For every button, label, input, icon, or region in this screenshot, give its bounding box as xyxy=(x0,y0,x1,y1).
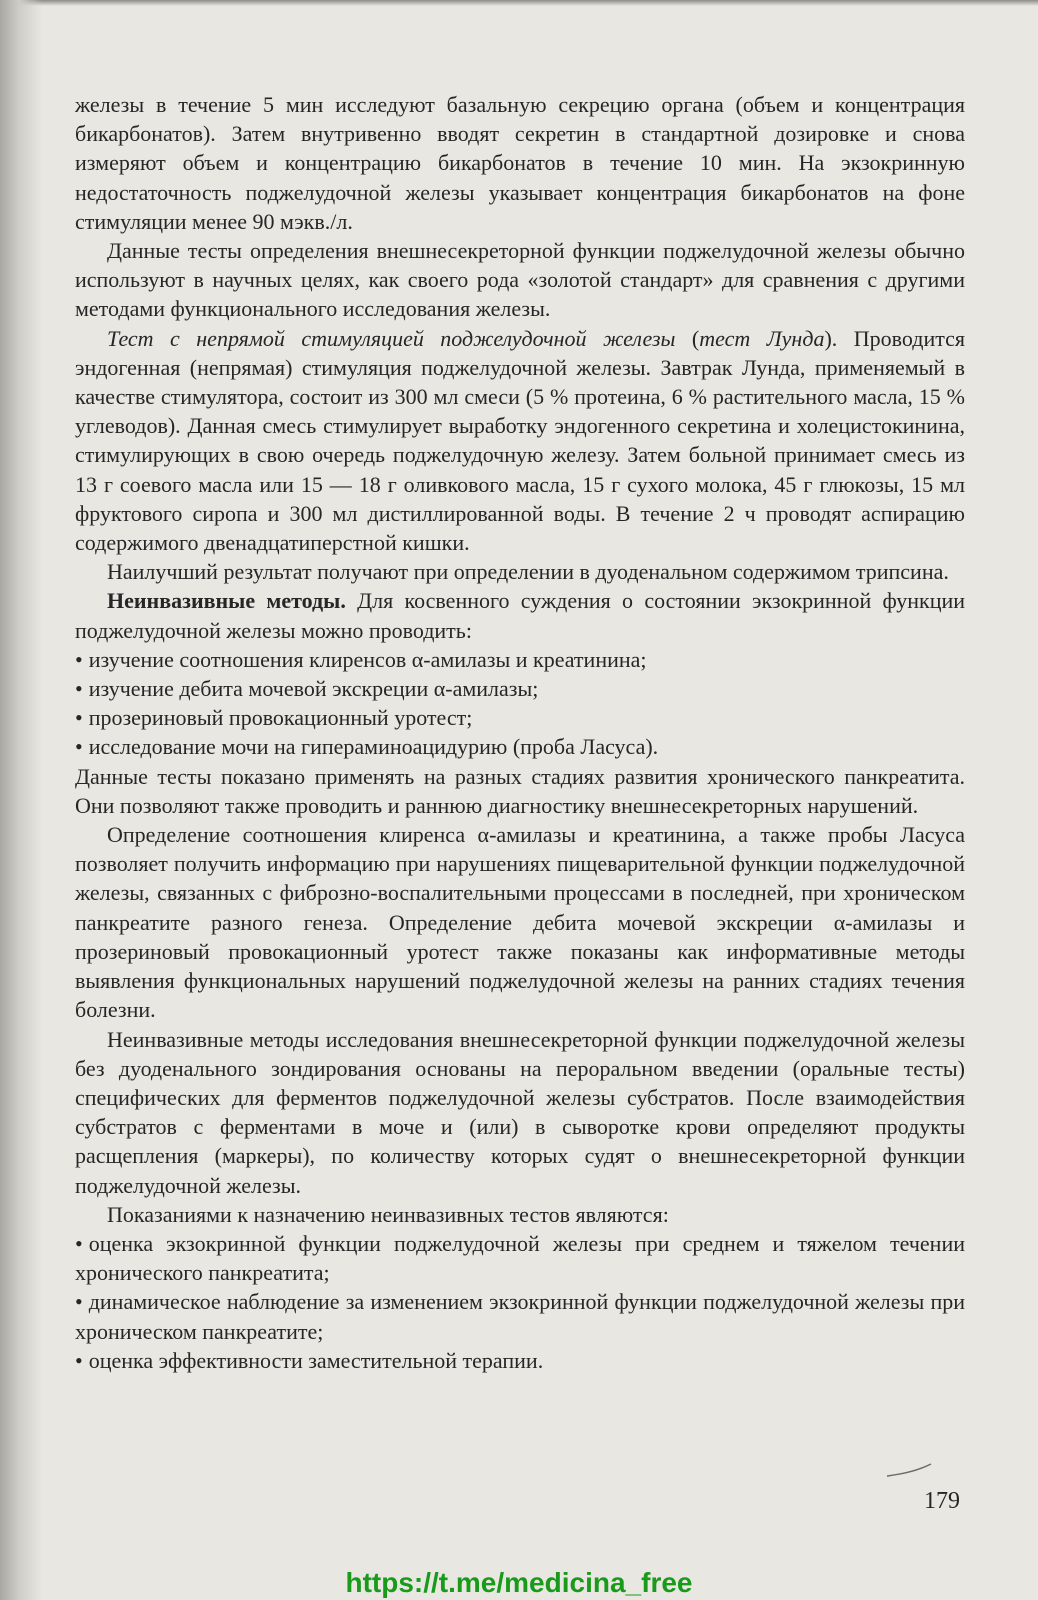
lund-test-body: Проводится эндогенная (непрямая) стимуляция поджелудочной железы. Завтрак Лунда, применяемый в качестве стимулятора, состоит из 300 мл смеси (5 % протеина, 6 % растительного масла, 15 % углеводов). Данная смесь стимулирует выработку эндогенного секретина и холецистокинина, стимулирующих в свою очередь поджелудочную железу. Затем больной принимает смесь из 13 г соевого масла или 15 — 18 г оливкового масла, 15 г сухого молока, 45 г глюкозы, 15 мл фруктового сиропа и 300 мл дистиллированной воды. В течение 2 ч проводят аспирацию содержимого двенадцатиперстной кишки. xyxy=(75,325,965,556)
bullet-icon: • xyxy=(75,705,83,731)
page-top-edge xyxy=(0,0,1038,6)
paragraph-gold-standard: Данные тесты определения внешнесекреторной функции поджелудочной железы обычно используют в научных целях, как своего рода «золотой стандарт» для сравнения с другими методами функционального исследования железы. xyxy=(75,238,965,322)
paragraph-trypsin: Наилучший результат получают при определении в дуоденальном содержимом трипсина. xyxy=(107,559,949,585)
paragraph-secretin-test: железы в течение 5 мин исследуют базальную секрецию органа (объем и концентрация бикарбонатов). Затем внутривенно вводят секретин в стандартной дозировке и снова измеряют объем и концентрацию бикарбонатов в течение 10 мин. На экзокринную недостаточность поджелудочной железы указывает концентрация бикарбонатов на фоне стимуляции менее 90 мэкв./л. xyxy=(75,92,965,234)
list-item-text: изучение дебита мочевой экскреции α-амилазы; xyxy=(88,676,539,702)
bullet-icon: • xyxy=(75,1289,83,1315)
list-item xyxy=(75,1346,965,1375)
page-number: 179 xyxy=(924,1488,960,1514)
lund-test-name: тест Лунда xyxy=(699,325,825,351)
noninvasive-methods-body: Для косвенного суждения о состоянии экзокринной функции поджелудочной железы можно проводить: xyxy=(75,588,966,643)
noninvasive-methods-heading: Неинвазивные методы. xyxy=(107,588,346,614)
paragraph-indications: Показаниями к назначению неинвазивных тестов являются: xyxy=(107,1201,669,1227)
list-item-text: динамическое наблюдение за изменением экзокринной функции поджелудочной железы при хроническом панкреатите; xyxy=(75,1289,965,1344)
list-item xyxy=(75,645,965,674)
list-item xyxy=(75,703,965,732)
bullet-icon: • xyxy=(75,1347,83,1373)
paragraph-chronic-pancreatitis: Данные тесты показано применять на разных стадиях развития хронического панкреатита. Они позволяют также проводить и раннюю диагностику внешнесекреторных нарушений. xyxy=(75,763,965,818)
lund-test-paren-close: ). xyxy=(824,325,854,351)
paragraph-oral-tests: Неинвазивные методы исследования внешнесекреторной функции поджелудочной железы без дуоденального зондирования основаны на пероральном введении (оральные тесты) специфических для ферментов поджелудочной железы субстратов. После взаимодействия субстратов с ферментами в моче и (или) в сыворотке крови определяют продукты расщепления (маркеры), по количеству которых судят о внешнесекреторной функции поджелудочной железы. xyxy=(75,1026,965,1198)
page-text xyxy=(75,90,965,1375)
list-item xyxy=(75,674,965,703)
paragraph-noninvasive-methods xyxy=(75,586,965,644)
bullet-icon: • xyxy=(75,734,83,760)
page-binding-shadow xyxy=(0,0,42,1600)
list-item-text: исследование мочи на гипераминоацидурию (проба Ласуса). xyxy=(88,734,659,760)
lund-test-paren-open: ( xyxy=(675,325,700,351)
list-item xyxy=(75,1287,965,1345)
list-item-text: оценка эффективности заместительной терапии. xyxy=(88,1347,544,1373)
paragraph-lund-test xyxy=(75,324,965,558)
telegram-link[interactable]: https://t.me/medicina_free xyxy=(345,1567,693,1598)
pen-mark-icon xyxy=(885,1462,935,1478)
list-item xyxy=(75,732,965,761)
bullet-icon: • xyxy=(75,646,83,672)
list-item-text: изучение соотношения клиренсов α-амилазы и креатинина; xyxy=(88,646,647,672)
list-item-text: прозериновый провокационный уротест; xyxy=(88,705,473,731)
paragraph-clearance-ratio: Определение соотношения клиренса α-амилазы и креатинина, а также пробы Ласуса позволяет получить информацию при нарушениях пищеварительной функции поджелудочной железы, связанных с фиброзно-воспалительными процессами в последней, при хроническом панкреатите разного генеза. Определение дебита мочевой экскреции α-амилазы и прозериновый провокационный уротест также показаны как информативные методы выявления функциональных нарушений поджелудочной железы на ранних стадиях течения болезни. xyxy=(75,822,965,1023)
bullet-icon: • xyxy=(75,1230,83,1256)
lund-test-title: Тест с непрямой стимуляцией поджелудочной железы xyxy=(107,325,676,351)
list-item-text: оценка экзокринной функции поджелудочной железы при среднем и тяжелом течении хронического панкреатита; xyxy=(75,1230,965,1286)
list-item xyxy=(75,1229,965,1287)
bullet-icon: • xyxy=(75,676,83,702)
